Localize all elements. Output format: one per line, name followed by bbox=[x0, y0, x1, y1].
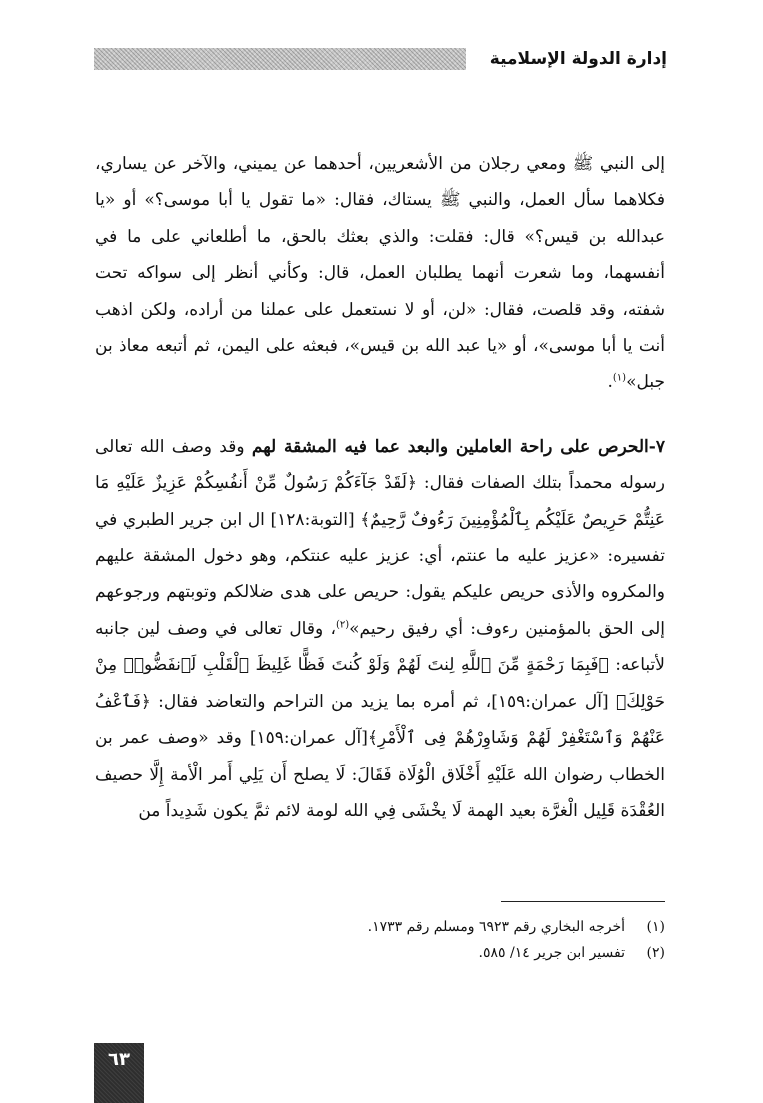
verse-tawbah-reference: [التوبة:١٢٨] bbox=[264, 509, 361, 530]
footnote-text: أخرجه البخاري رقم ٦٩٢٣ ومسلم رقم ١٧٣٣. bbox=[367, 919, 625, 935]
paragraph-point-7 bbox=[95, 429, 665, 829]
footnote-number: (١) bbox=[646, 919, 665, 935]
command-text: ، ثم أمره بما يزيد من التراحم والتعاضد فقال: bbox=[150, 691, 492, 712]
footnote-ref-1[interactable]: (١) bbox=[612, 372, 627, 384]
umar-quote: وقد «وصف عمر بن الخطاب رضوان الله عَلَيْهِ أَخْلَاق الْوُلَاة فَقَالَ: لَا يصلح أَن يَلِي أَمر الْأمة إِلَّا حصيف العُقْدَة قَلِيل الْغرَّة بعيد الهمة لَا يخْشَى فِي الله لومة لائم ثمَّ يكون شَدِيداً من bbox=[95, 728, 665, 821]
verse-al-imran-2: ﴿فَٱعْفُ عَنْهُمْ وَٱسْتَغْفِرْ لَهُمْ وَشَاوِرْهُمْ فِى ٱلْأَمْرِ﴾ bbox=[95, 691, 666, 749]
verse-tawbah: ﴿لَقَدْ جَآءَكُمْ رَسُولٌ مِّنْ أَنفُسِكُمْ عَزِيزٌ عَلَيْهِ مَا عَنِتُّمْ حَرِيصٌ عَلَيْكُم بِٱلْمُؤْمِنِينَ رَءُوفٌ رَّحِيمٌ﴾ bbox=[95, 473, 665, 530]
tabari-quote: ال ابن جرير الطبري في تفسيره: «عزيز عليه ما عنتم، أي: عزيز عليه عنتكم، وهو دخول المشقة عليهم والمكروه والأذى حريص عليكم يقول: حريص على هدى ضلالكم وتوبتهم ورجوعهم إلى الحق بالمؤمنين رءوف: أي رفيق رحيم» bbox=[95, 509, 665, 639]
footnote-item bbox=[95, 940, 665, 966]
page-number: ٦٣ bbox=[108, 1049, 130, 1070]
tabari-after: ، وقال تعالى في وصف لين جانبه لأتباعه: bbox=[95, 618, 665, 676]
paragraph-gap bbox=[95, 401, 665, 429]
hadith-text: إلى النبي ﷺ ومعي رجلان من الأشعريين، أحدهما عن يميني، والآخر عن يساري، فكلاهما سأل العمل، والنبي ﷺ يستاك، فقال: «ما تقول يا أبا موسى؟» أو «يا عبدالله بن قيس؟» قال: فقلت: والذي بعثك بالحق، ما أطلعاني على ما في أنفسهما، وما شعرت أنهما يطلبان العمل، قال: وكأني أنظر إلى سواكه تحت شفته، وقد قلصت، فقال: «لن، أو لا نستعمل على عملنا من أراده، ولكن اذهب أنت يا أبا موسى»، أو «يا عبد الله بن قيس»، فبعثه على اليمن، ثم أتبعه معاذ بن جبل» bbox=[95, 154, 665, 393]
verse-al-imran-1-reference: [آل عمران:١٥٩] bbox=[491, 691, 616, 712]
header-decorative-band bbox=[94, 48, 466, 70]
footnote-divider bbox=[501, 901, 665, 902]
verse-al-imran-1: ﴿فَبِمَا رَحْمَةٍ مِّنَ ٱللَّهِ لِنتَ لَهُمْ وَلَوْ كُنتَ فَظًّا غَلِيظَ ٱلْقَلْبِ لَٱنفَضُّوا۟ مِنْ حَوْلِكَ﴾ bbox=[95, 655, 665, 712]
footnote-item bbox=[95, 914, 665, 940]
point-7-heading: ٧-الحرص على راحة العاملين والبعد عما فيه المشقة لهم bbox=[251, 436, 665, 457]
hadith-end: . bbox=[607, 372, 613, 393]
footnote-ref-2[interactable]: (٢) bbox=[335, 619, 350, 631]
page-body bbox=[95, 146, 665, 829]
paragraph-hadith bbox=[95, 146, 665, 401]
running-header-title: إدارة الدولة الإسلامية bbox=[489, 49, 667, 69]
footnote-number: (٢) bbox=[646, 945, 665, 961]
point-7-intro: وقد وصف الله تعالى رسوله محمداً بتلك الصفات فقال: bbox=[95, 436, 665, 494]
footnotes bbox=[95, 914, 665, 966]
footnote-text: تفسير ابن جرير ١٤/ ٥٨٥. bbox=[478, 945, 625, 961]
verse-al-imran-2-reference: [آل عمران:١٥٩] bbox=[249, 728, 368, 749]
